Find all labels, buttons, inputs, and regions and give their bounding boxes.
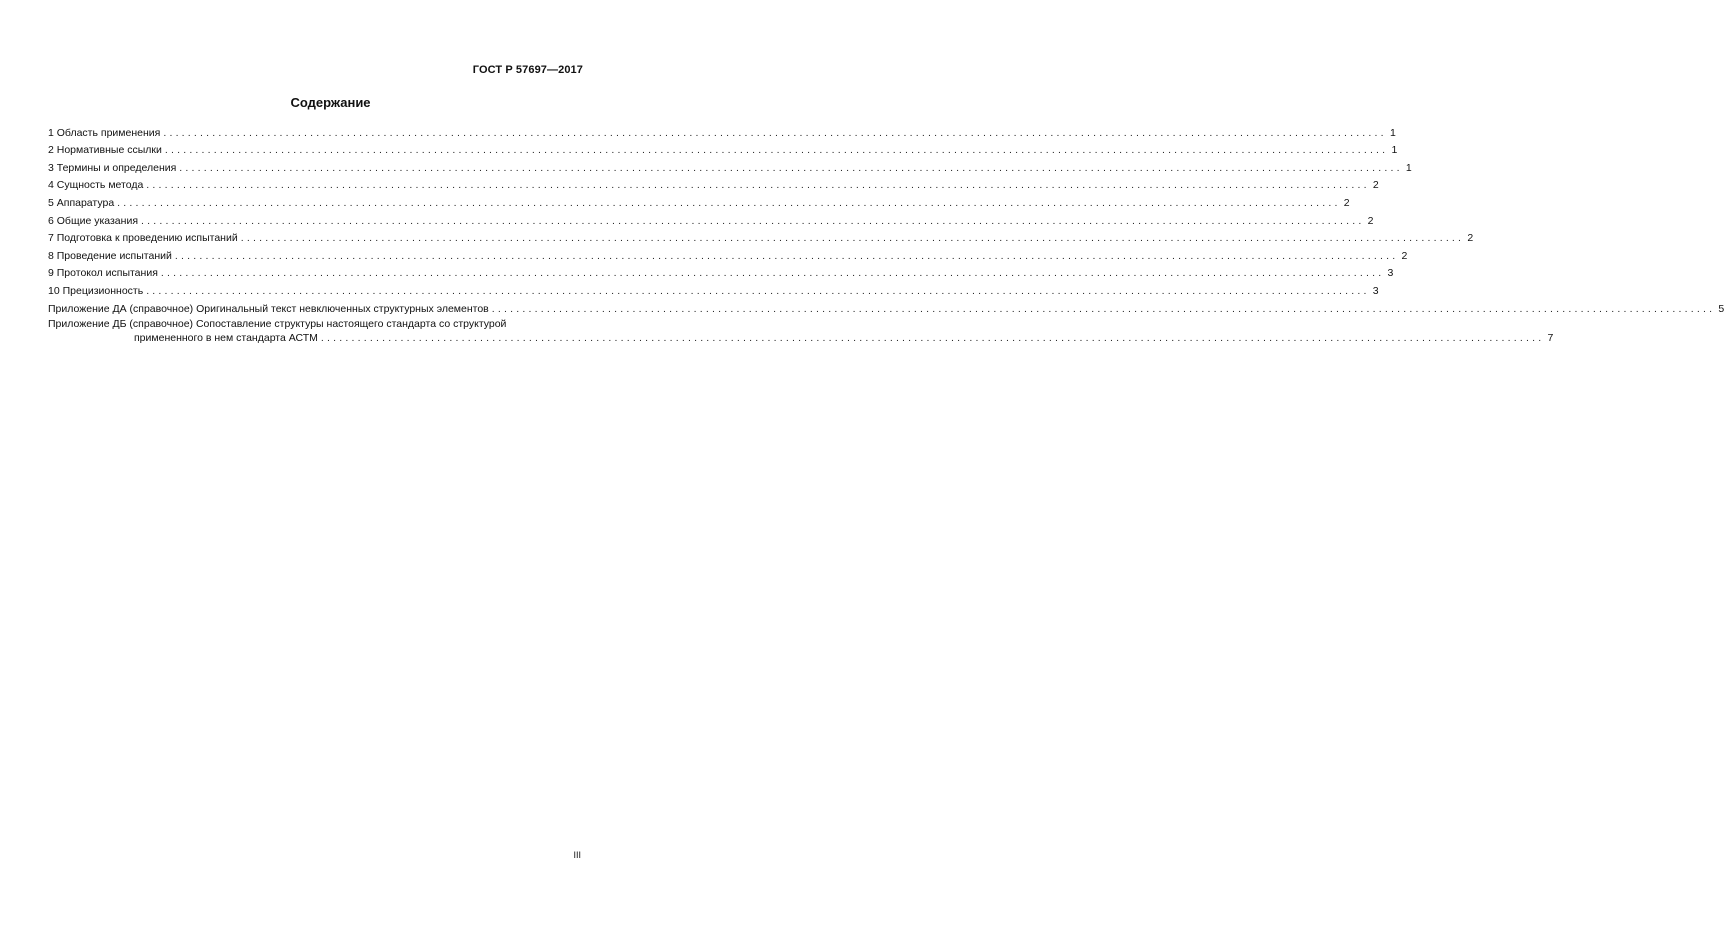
toc-entry-title: 5 Аппаратура — [48, 196, 115, 209]
toc-entry-title: 9 Протокол испытания — [48, 267, 158, 280]
toc-entry[interactable] — [48, 174, 1379, 192]
toc-entry-title: Приложение ДА (справочное) Оригинальный текст невключенных структурных элементов — [48, 302, 489, 315]
toc-leader-dots: ........................................................................................................................................................................................................ — [179, 161, 1403, 174]
toc-entry-appendix-db[interactable] — [48, 317, 1554, 345]
toc-entry-title-line1: Приложение ДБ (справочное) Сопоставление структуры настоящего стандарта со структурой — [48, 317, 507, 330]
toc-entry-page: 1 — [1389, 126, 1396, 139]
toc-entry[interactable] — [48, 156, 1412, 174]
toc-entry-title: 4 Сущность метода — [48, 179, 144, 192]
toc-entry-title-line2: примененного в нем стандарта АСТМ — [134, 331, 318, 344]
toc-entry[interactable] — [48, 227, 1474, 245]
toc-entry-page: 2 — [1401, 249, 1408, 262]
toc-entry-page: 7 — [1547, 331, 1554, 344]
toc-leader-dots: ........................................................................................................................................................................................................ — [163, 126, 1387, 139]
toc-entry-page: 3 — [1372, 284, 1379, 297]
toc-entry[interactable] — [48, 191, 1350, 209]
toc-entry-title: 3 Термины и определения — [48, 161, 177, 174]
toc-entry-page: 5 — [1718, 302, 1724, 315]
toc-entry-page: 2 — [1343, 196, 1350, 209]
toc-leader-dots: ........................................................................................................................................................................................................ — [320, 331, 1545, 344]
toc-leader-dots: ........................................................................................................................................................................................................ — [160, 267, 1385, 280]
toc-entry-title: 1 Область применения — [48, 126, 161, 139]
toc-entry-title: 7 Подготовка к проведению испытаний — [48, 232, 238, 245]
toc-leader-dots: ........................................................................................................................................................................................................ — [174, 249, 1399, 262]
document-code: ГОСТ Р 57697—2017 — [472, 64, 583, 76]
toc-entry-page: 3 — [1387, 267, 1394, 280]
toc-entry-title: 6 Общие указания — [48, 214, 138, 227]
toc-entry[interactable] — [48, 244, 1408, 262]
toc-entry[interactable] — [48, 209, 1374, 227]
toc-entry-page: 2 — [1372, 179, 1379, 192]
page-title: Содержание — [290, 95, 371, 110]
toc-entry-title: 8 Проведение испытаний — [48, 249, 172, 262]
toc-leader-dots: ........................................................................................................................................................................................................ — [491, 302, 1716, 315]
toc-leader-dots: ........................................................................................................................................................................................................ — [146, 284, 1370, 297]
toc-entry-page: 1 — [1405, 161, 1412, 174]
toc-entry-title: 10 Прецизионность — [48, 284, 144, 297]
toc-entry[interactable] — [48, 139, 1398, 157]
toc-entry[interactable] — [48, 279, 1379, 297]
toc-entry-page: 2 — [1367, 214, 1374, 227]
toc-leader-dots: ........................................................................................................................................................................................................ — [146, 179, 1370, 192]
toc-entry-appendix-da[interactable] — [48, 297, 1724, 315]
toc-leader-dots: ........................................................................................................................................................................................................ — [117, 196, 1341, 209]
toc-entry-page: 1 — [1391, 144, 1398, 157]
toc-leader-dots: ........................................................................................................................................................................................................ — [164, 144, 1389, 157]
table-of-contents — [48, 121, 1724, 345]
toc-entry-page: 2 — [1467, 232, 1474, 245]
page-number: III — [573, 850, 581, 860]
toc-leader-dots: ........................................................................................................................................................................................................ — [240, 232, 1465, 245]
toc-entry[interactable] — [48, 262, 1394, 280]
toc-entry-title: 2 Нормативные ссылки — [48, 144, 162, 157]
toc-leader-dots: ........................................................................................................................................................................................................ — [141, 214, 1365, 227]
toc-entry[interactable] — [48, 121, 1396, 139]
